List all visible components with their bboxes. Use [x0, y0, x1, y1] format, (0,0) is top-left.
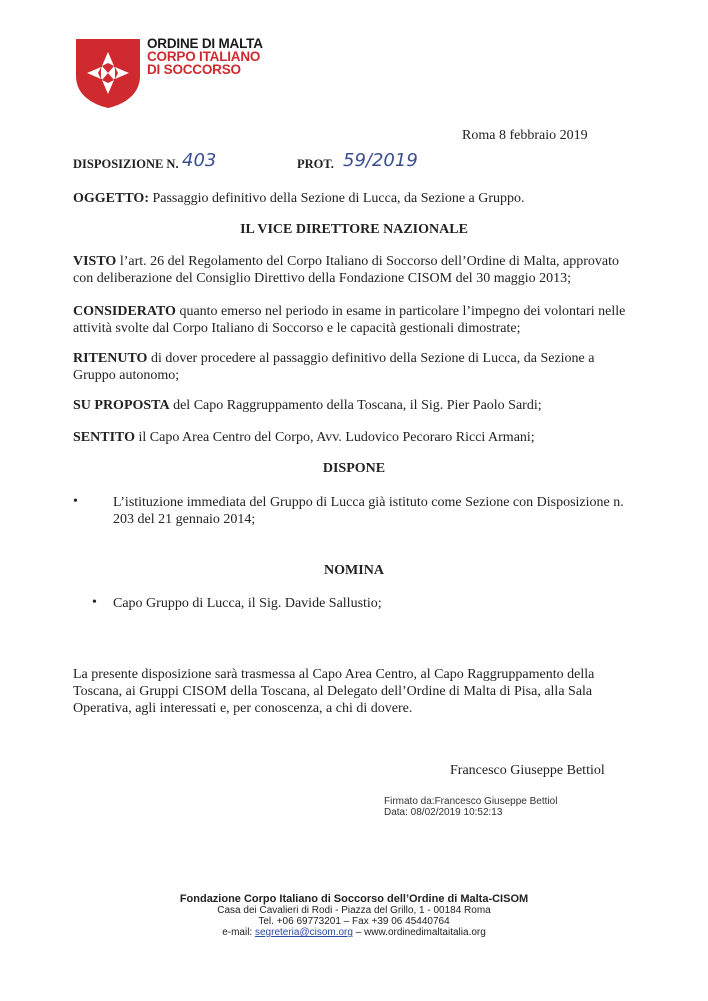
- prot-label: PROT.: [297, 157, 334, 171]
- sentito-label: SENTITO: [73, 430, 135, 445]
- footer-contacts: [0, 927, 708, 938]
- dispone-item: L’istituzione immediata del Gruppo di Lucca già istituto come Sezione con Disposizione n. 203 del 21 gennaio 2014;: [113, 495, 624, 527]
- footer-address: Casa dei Cavalieri di Rodi - Piazza del Grillo, 1 - 00184 Roma: [217, 905, 491, 916]
- oggetto-text: Passaggio definitivo della Sezione di Lucca, da Sezione a Gruppo.: [148, 191, 525, 206]
- prot-number: 59/2019: [343, 150, 418, 171]
- logo-line-3: DI SOCCORSO: [147, 62, 241, 77]
- digital-signature-signer: Firmato da:Francesco Giuseppe Bettiol: [384, 796, 558, 807]
- ritenuto-text: di dover procedere al passaggio definitivo della Sezione di Lucca, da Sezione a Gruppo autonomo;: [73, 351, 595, 383]
- visto-text: l’art. 26 del Regolamento del Corpo Italiano di Soccorso dell’Ordine di Malta, approvato con deliberazione del Consiglio Direttivo della Fondazione CISOM del 30 maggio 2013;: [73, 254, 620, 286]
- logo-line-2: CORPO ITALIANO: [147, 49, 261, 64]
- sentito-text: il Capo Area Centro del Corpo, Avv. Ludovico Pecoraro Ricci Armani;: [135, 430, 535, 445]
- oggetto-paragraph: [73, 190, 633, 207]
- su-proposta-paragraph: [73, 397, 633, 414]
- document-date: Roma 8 febbraio 2019: [462, 128, 588, 143]
- disposizione-number: 403: [182, 150, 217, 171]
- su-proposta-label: SU PROPOSTA: [73, 398, 170, 413]
- footer-foundation-name: Fondazione Corpo Italiano di Soccorso dell’Ordine di Malta-CISOM: [179, 893, 529, 905]
- document-heading: IL VICE DIRETTORE NAZIONALE: [240, 222, 468, 237]
- su-proposta-text: del Capo Raggruppamento della Toscana, il Sig. Pier Paolo Sardi;: [169, 398, 542, 413]
- visto-label: VISTO: [73, 254, 117, 269]
- footer-website: – www.ordinedimaltaitalia.org: [352, 927, 486, 938]
- logo-line-1: ORDINE DI MALTA: [147, 36, 263, 51]
- considerato-label: CONSIDERATO: [73, 304, 176, 319]
- nomina-bullet: •: [92, 595, 97, 610]
- digital-signature: [384, 796, 557, 818]
- visto-paragraph: [73, 253, 633, 287]
- considerato-text: quanto emerso nel periodo in esame in particolare l’impegno dei volontari nelle attività svolte dal Corpo Italiano di Soccorso e le capacità gestionali dimostrate;: [73, 304, 626, 336]
- logo-text: [147, 37, 263, 76]
- footer: [0, 893, 708, 938]
- footer-email-link[interactable]: segreteria@cisom.org: [254, 927, 353, 938]
- digital-signature-date: Data: 08/02/2019 10:52:13: [384, 807, 503, 818]
- cisom-shield-logo: [73, 36, 143, 110]
- ritenuto-label: RITENUTO: [73, 351, 148, 366]
- signatory-name: Francesco Giuseppe Bettiol: [450, 763, 605, 778]
- disposizione-label: DISPOSIZIONE N.: [73, 157, 179, 171]
- footer-email-prefix: e-mail:: [222, 927, 255, 938]
- ritenuto-paragraph: [73, 350, 633, 384]
- dispone-heading: DISPONE: [322, 461, 386, 476]
- nomina-item: Capo Gruppo di Lucca, il Sig. Davide Sallustio;: [113, 596, 382, 611]
- sentito-paragraph: [73, 429, 633, 446]
- considerato-paragraph: [73, 303, 633, 337]
- dispone-bullet: •: [73, 494, 78, 509]
- footer-phone: Tel. +06 69773201 – Fax +39 06 45440764: [258, 916, 450, 927]
- oggetto-label: OGGETTO:: [73, 191, 149, 206]
- nomina-heading: NOMINA: [324, 563, 384, 578]
- closing-paragraph: La presente disposizione sarà trasmessa al Capo Area Centro, al Capo Raggruppamento della Toscana, ai Gruppi CISOM della Toscana, al Delegato dell’Ordine di Malta di Pisa, alla Sala Operativa, agli interessati e, per conoscenza, a chi di dovere.: [73, 667, 595, 716]
